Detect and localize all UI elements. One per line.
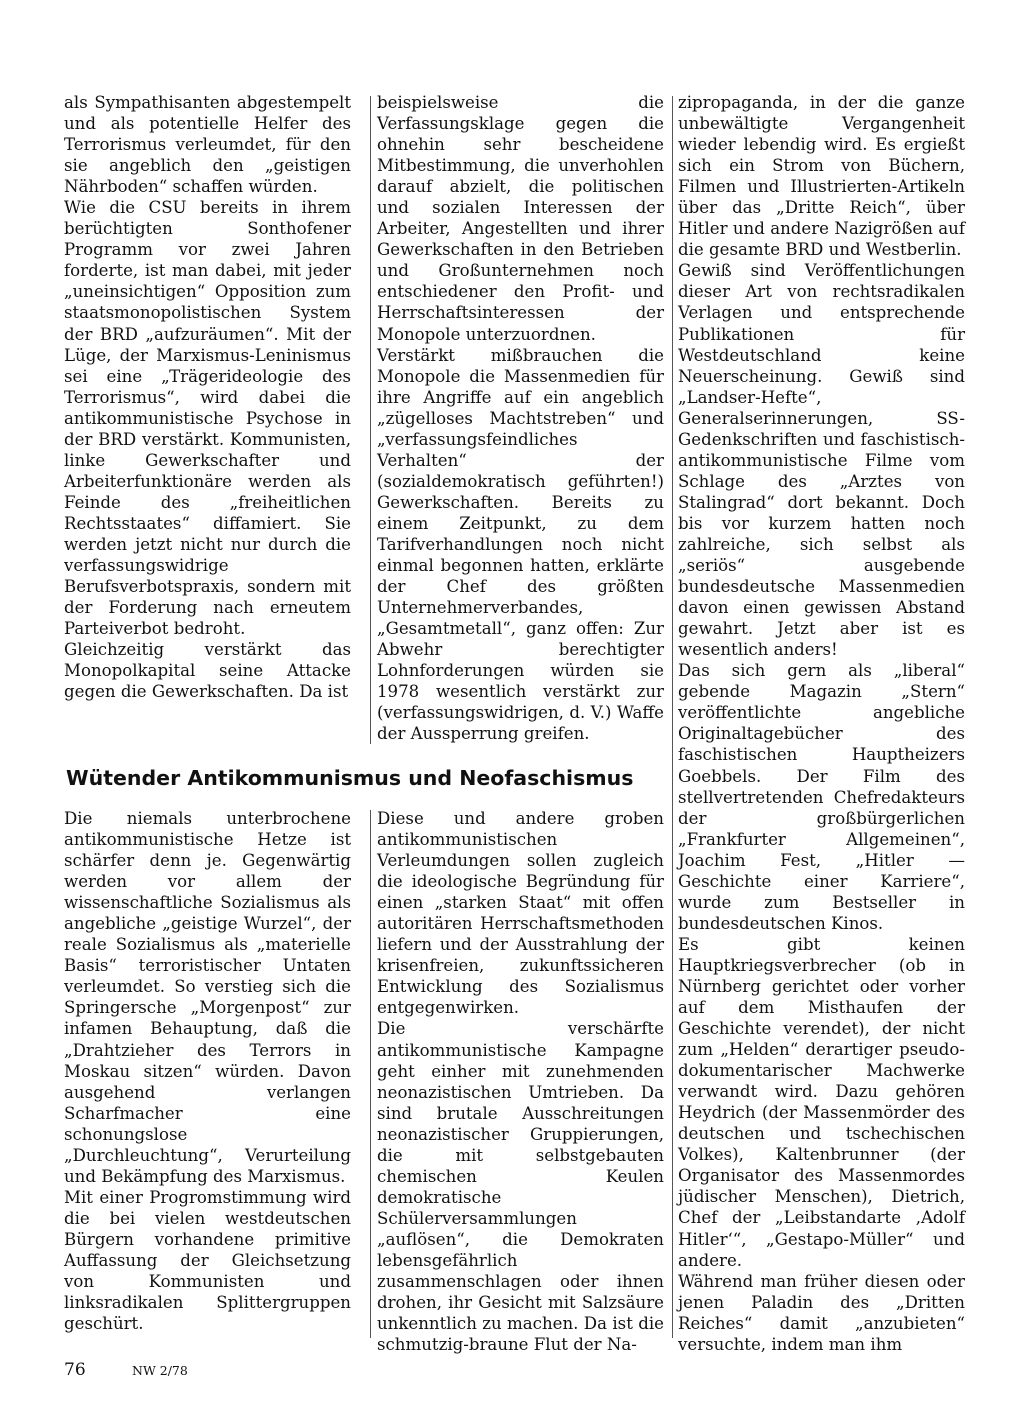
- article-column-right: [678, 92, 965, 1354]
- page-number: 76: [64, 1360, 86, 1380]
- paragraph: Gewiß sind Veröffentlichungen dieser Art von rechtsradikalen Verlagen und entsprechende Publikationen für Westdeutschland keine Neuerscheinung. Gewiß sind „Landser-Hefte“, Generalserinnerungen, SS-Gedenkschriften und faschistisch-antikommunistische Filme vom Schlage des „Arztes von Stalingrad“ dort bekannt. Doch bis vor kurzem hatten noch zahlreiche, sich selbst als „seriös“ ausgebende bundesdeutsche Massenmedien davon einen gewissen Abstand gewahrt. Jetzt aber ist es wesentlich anders!: [678, 261, 965, 660]
- paragraph: Wie die CSU bereits in ihrem berüchtigten Sonthofener Programm vor zwei Jahren forderte, ist man dabei, mit jeder „uneinsichtigen“ Opposition zum staatsmonopolistischen System der BRD „aufzuräumen“. Mit der Lüge, der Marxismus-Leninismus sei eine „Trägerideologie des Terrorismus“, wird dabei die antikommunistische Psychose in der BRD verstärkt. Kommunisten, linke Gewerkschafter und Arbeiterfunktionäre werden als Feinde des „freiheitlichen Rechtsstaates“ diffamiert. Sie werden jetzt nicht nur durch die verfassungswidrige Berufsverbotspraxis, sondern mit der Forderung nach erneutem Parteiverbot bedroht.: [64, 198, 351, 639]
- paragraph: Verstärkt mißbrauchen die Monopole die Massenmedien für ihre Angriffe auf ein angeblich „zügelloses Machtstreben“ und „verfassungsfeindliches Verhalten“ der (sozialdemokratisch geführten!) Gewerkschaften. Bereits zu einem Zeitpunkt, zu dem Tarifverhandlungen noch nicht einmal begonnen hatten, erklärte der Chef des größten Unternehmerverbandes, „Gesamtmetall“, ganz offen: Zur Abwehr berechtigter Lohnforderungen würden sie 1978 wesentlich verstärkt zur (verfassungswidrigen, d. V.) Waffe der Aussperrung greifen.: [377, 345, 664, 744]
- column-rule: [672, 96, 673, 1338]
- paragraph: Gleichzeitig verstärkt das Monopolkapital seine Attacke gegen die Gewerkschaften. Da ist: [64, 640, 351, 702]
- article-column-top-middle: [377, 92, 664, 748]
- section-heading: Wütender Antikommunismus und Neofaschismus: [66, 766, 634, 790]
- paragraph: zipropaganda, in der die ganze unbewältigte Vergangenheit wieder lebendig wird. Es ergießt sich ein Strom von Büchern, Filmen und Illustrierten-Artikeln über das „Dritte Reich“, über Hitler und andere Nazigrößen auf die gesamte BRD und Westberlin.: [678, 93, 965, 260]
- column-rule: [370, 96, 371, 744]
- paragraph: Die niemals unterbrochene antikommunistische Hetze ist schärfer denn je. Gegenwärtig werden vor allem der wissenschaftliche Sozialismus als angebliche „geistige Wurzel“, der reale Sozialismus als „materielle Basis“ terroristischer Untaten verleumdet. So verstieg sich die Springersche „Morgenpost“ zur infamen Behauptung, daß die „Drahtzieher des Terrors in Moskau sitzen“ würden. Davon ausgehend verlangen Scharfmacher eine schonungslose „Durchleuchtung“, Verurteilung und Bekämpfung des Marxismus.: [64, 809, 351, 1186]
- paragraph: Das sich gern als „liberal“ gebende Magazin „Stern“ veröffentlichte angebliche Originaltagebücher des faschistischen Hauptheizers Goebbels. Der Film des stellvertretenden Chefredakteurs der großbürgerlichen „Frankfurter Allgemeinen“, Joachim Fest, „Hitler — Geschichte einer Karriere“, wurde zum Bestseller in bundesdeutschen Kinos.: [678, 661, 965, 933]
- paragraph: Diese und andere groben antikommunistischen Verleumdungen sollen zugleich die ideologische Begründung für einen „starken Staat“ mit offen autoritären Herrschaftsmethoden liefern und der Ausstrahlung der krisenfreien, zukunftssicheren Entwicklung des Sozialismus entgegenwirken.: [377, 809, 664, 1018]
- article-column-bottom-left: [64, 808, 351, 1340]
- paragraph: Mit einer Progromstimmung wird die bei vielen westdeutschen Bürgern vorhandene primitive Auffassung der Gleichsetzung von Kommunisten und linksradikalen Splittergruppen geschürt.: [64, 1187, 351, 1334]
- publication-reference: NW 2/78: [132, 1363, 188, 1378]
- paragraph: Es gibt keinen Hauptkriegsverbrecher (ob in Nürnberg gerichtet oder vorher auf dem Misthaufen der Geschichte verendet), der nicht zum „Helden“ derartiger pseudo-dokumentarischer Machwerke verwandt wird. Dazu gehören Heydrich (der Massenmörder des deutschen und tschechischen Volkes), Kaltenbrunner (der Organisator des Massenmordes jüdischer Menschen), Dietrich, Chef der „Leibstandarte ‚Adolf Hitler‘“, „Gestapo-Müller“ und andere.: [678, 934, 965, 1270]
- paragraph: beispielsweise die Verfassungsklage gegen die ohnehin sehr bescheidene Mitbestimmung, die unverhohlen darauf abzielt, die politischen und sozialen Interessen der Arbeiter, Angestellten und ihrer Gewerkschaften in den Betrieben und Großunternehmen noch entschiedener den Profit- und Herrschaftsinteressen der Monopole unterzuordnen.: [377, 93, 664, 344]
- article-column-bottom-middle: [377, 808, 664, 1355]
- paragraph: Während man früher diesen oder jenen Paladin des „Dritten Reiches“ damit „anzubieten“ versuchte, indem man ihm: [678, 1271, 965, 1354]
- paragraph: als Sympathisanten abgestempelt und als potentielle Helfer des Terrorismus verleumdet, für den sie angeblich den „geistigen Nährboden“ schaffen würden.: [64, 93, 351, 197]
- column-rule: [370, 810, 371, 1338]
- article-column-top-left: [64, 92, 351, 748]
- paragraph: Die verschärfte antikommunistische Kampagne geht einher mit zunehmenden neonazistischen Umtrieben. Da sind brutale Ausschreitungen neonazistischer Gruppierungen, die mit selbstgebauten chemischen Keulen demokratische Schülerversammlungen „auflösen“, die Demokraten lebensgefährlich zusammenschlagen oder ihnen drohen, ihr Gesicht mit Salzsäure unkenntlich zu machen. Da ist die schmutzig-braune Flut der Na-: [377, 1019, 664, 1355]
